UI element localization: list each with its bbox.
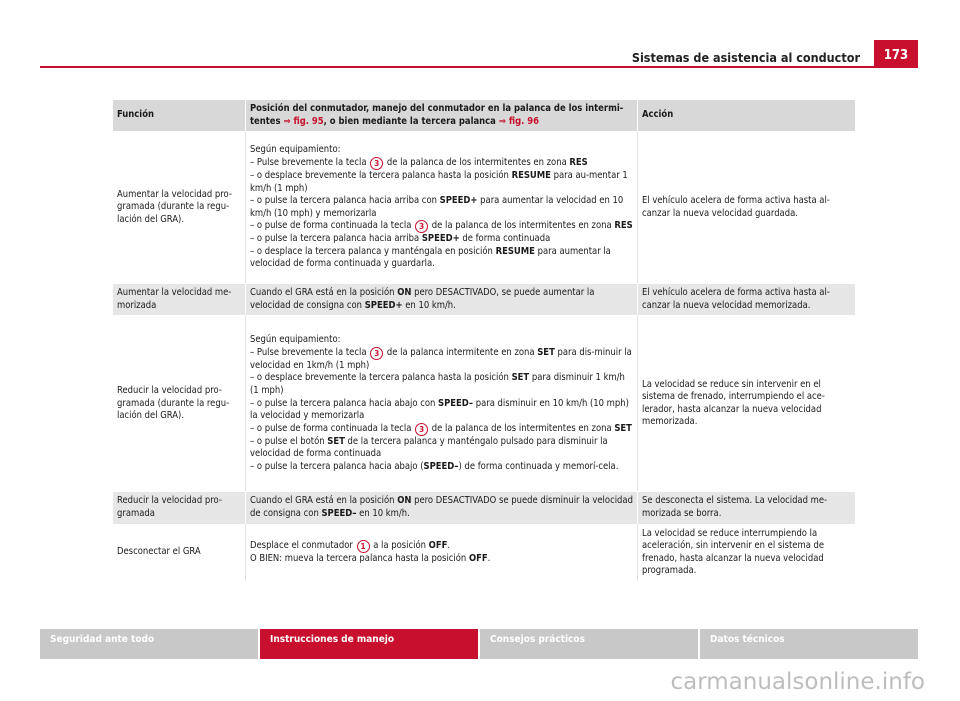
key-3-icon: 3 — [370, 347, 383, 360]
action-cell: El vehículo acelera de forma activa hasta al-canzar la nueva velocidad guardada. — [637, 131, 855, 283]
position-cell: Según equipamiento: – Pulse brevemente la tecla 3 de la palanca de los intermitentes en zona RES – o desplace brevemente la tercera palanca hasta la posición RESUME para au-mentar 1 km/h (1 mph) – o pulse la tercera palanca hacia arriba con SPEED+ para aumentar la velocidad en 10 km/h (10 mph) y memorizarla – o pulse de forma continuada la tecla 3 de la palanca de los intermitentes en zona RES – o pulse la tercera palanca hacia arriba SPEED+ de forma continuada – o desplace la tercera palanca y manténgala en posición RESUME para aumentar la velocidad de forma continuada y guardarla. — [245, 131, 637, 283]
table-row — [113, 131, 855, 283]
switch-1-icon: 1 — [357, 540, 370, 553]
function-cell: Aumentar la velocidad pro-gramada (durante la regu-lación del GRA). — [113, 131, 245, 283]
watermark: carmanualsonline.info — [670, 669, 925, 695]
table-row — [113, 315, 855, 491]
key-3-icon: 3 — [370, 157, 383, 170]
col-header-position: Posición del conmutador, manejo del conmutador en la palanca de los intermi- tentes ⇒ fig. 95, o bien mediante la tercera palanca ⇒ fig. 96 — [245, 100, 637, 131]
fig-95-link[interactable]: ⇒ fig. 95 — [283, 115, 324, 127]
col-header-function: Función — [113, 100, 245, 131]
function-cell: Desconectar el GRA — [113, 524, 245, 581]
footer-tab-operating-instructions[interactable]: Instrucciones de manejo — [260, 629, 478, 659]
action-cell: La velocidad se reduce sin intervenir en el sistema de frenado, interrumpiendo el ace-lerador, hasta alcanzar la nueva velocidad memorizada. — [637, 315, 855, 491]
footer-tab-safety[interactable]: Seguridad ante todo — [40, 629, 258, 659]
page-number: 173 — [874, 40, 918, 68]
fig-96-link[interactable]: ⇒ fig. 96 — [498, 115, 539, 127]
table-header-row — [113, 100, 855, 131]
function-table — [113, 100, 855, 581]
position-cell: Según equipamiento: – Pulse brevemente la tecla 3 de la palanca intermitente en zona SET para dis-minuir la velocidad en 1km/h (1 mph) – o desplace brevemente la tercera palanca hasta la posición SET para disminuir 1 km/h (1 mph) – o pulse la tercera palanca hacia abajo con SPEED– para disminuir en 10 km/h (10 mph) la velocidad y memorizarla – o pulse de forma continuada la tecla 3 de la palanca de los intermitentes en zona SET – o pulse el botón SET de la tercera palanca y manténgalo pulsado para disminuir la velocidad de forma continuada – o pulse la tercera palanca hacia abajo (SPEED–) de forma continuada y memorí-cela. — [245, 315, 637, 491]
function-cell: Reducir la velocidad pro-gramada — [113, 491, 245, 523]
header-rule — [40, 66, 916, 68]
page-header-title: Sistemas de asistencia al conductor — [631, 50, 860, 65]
function-cell: Aumentar la velocidad me-morizada — [113, 283, 245, 315]
footer-tab-practical-tips[interactable]: Consejos prácticos — [480, 629, 698, 659]
key-3-icon: 3 — [415, 220, 428, 233]
footer-nav — [40, 629, 918, 659]
position-cell: Desplace el conmutador 1 a la posición OFF. O BIEN: mueva la tercera palanca hasta la posición OFF. — [245, 524, 637, 581]
footer-tab-technical-data[interactable]: Datos técnicos — [700, 629, 918, 659]
table-row — [113, 283, 855, 315]
function-cell: Reducir la velocidad pro-gramada (durante la regu-lación del GRA). — [113, 315, 245, 491]
position-cell: Cuando el GRA está en la posición ON pero DESACTIVADO se puede disminuir la velocidad de consigna con SPEED– en 10 km/h. — [245, 491, 637, 523]
action-cell: El vehículo acelera de forma activa hasta al-canzar la nueva velocidad memorizada. — [637, 283, 855, 315]
table-row — [113, 491, 855, 523]
key-3-icon: 3 — [415, 423, 428, 436]
table-row — [113, 524, 855, 581]
action-cell: Se desconecta el sistema. La velocidad me-morizada se borra. — [637, 491, 855, 523]
action-cell: La velocidad se reduce interrumpiendo la aceleración, sin intervenir en el sistema de frenado, hasta alcanzar la nueva velocidad programada. — [637, 524, 855, 581]
position-cell: Cuando el GRA está en la posición ON pero DESACTIVADO, se puede aumentar la velocidad de consigna con SPEED+ en 10 km/h. — [245, 283, 637, 315]
col-header-action: Acción — [637, 100, 855, 131]
